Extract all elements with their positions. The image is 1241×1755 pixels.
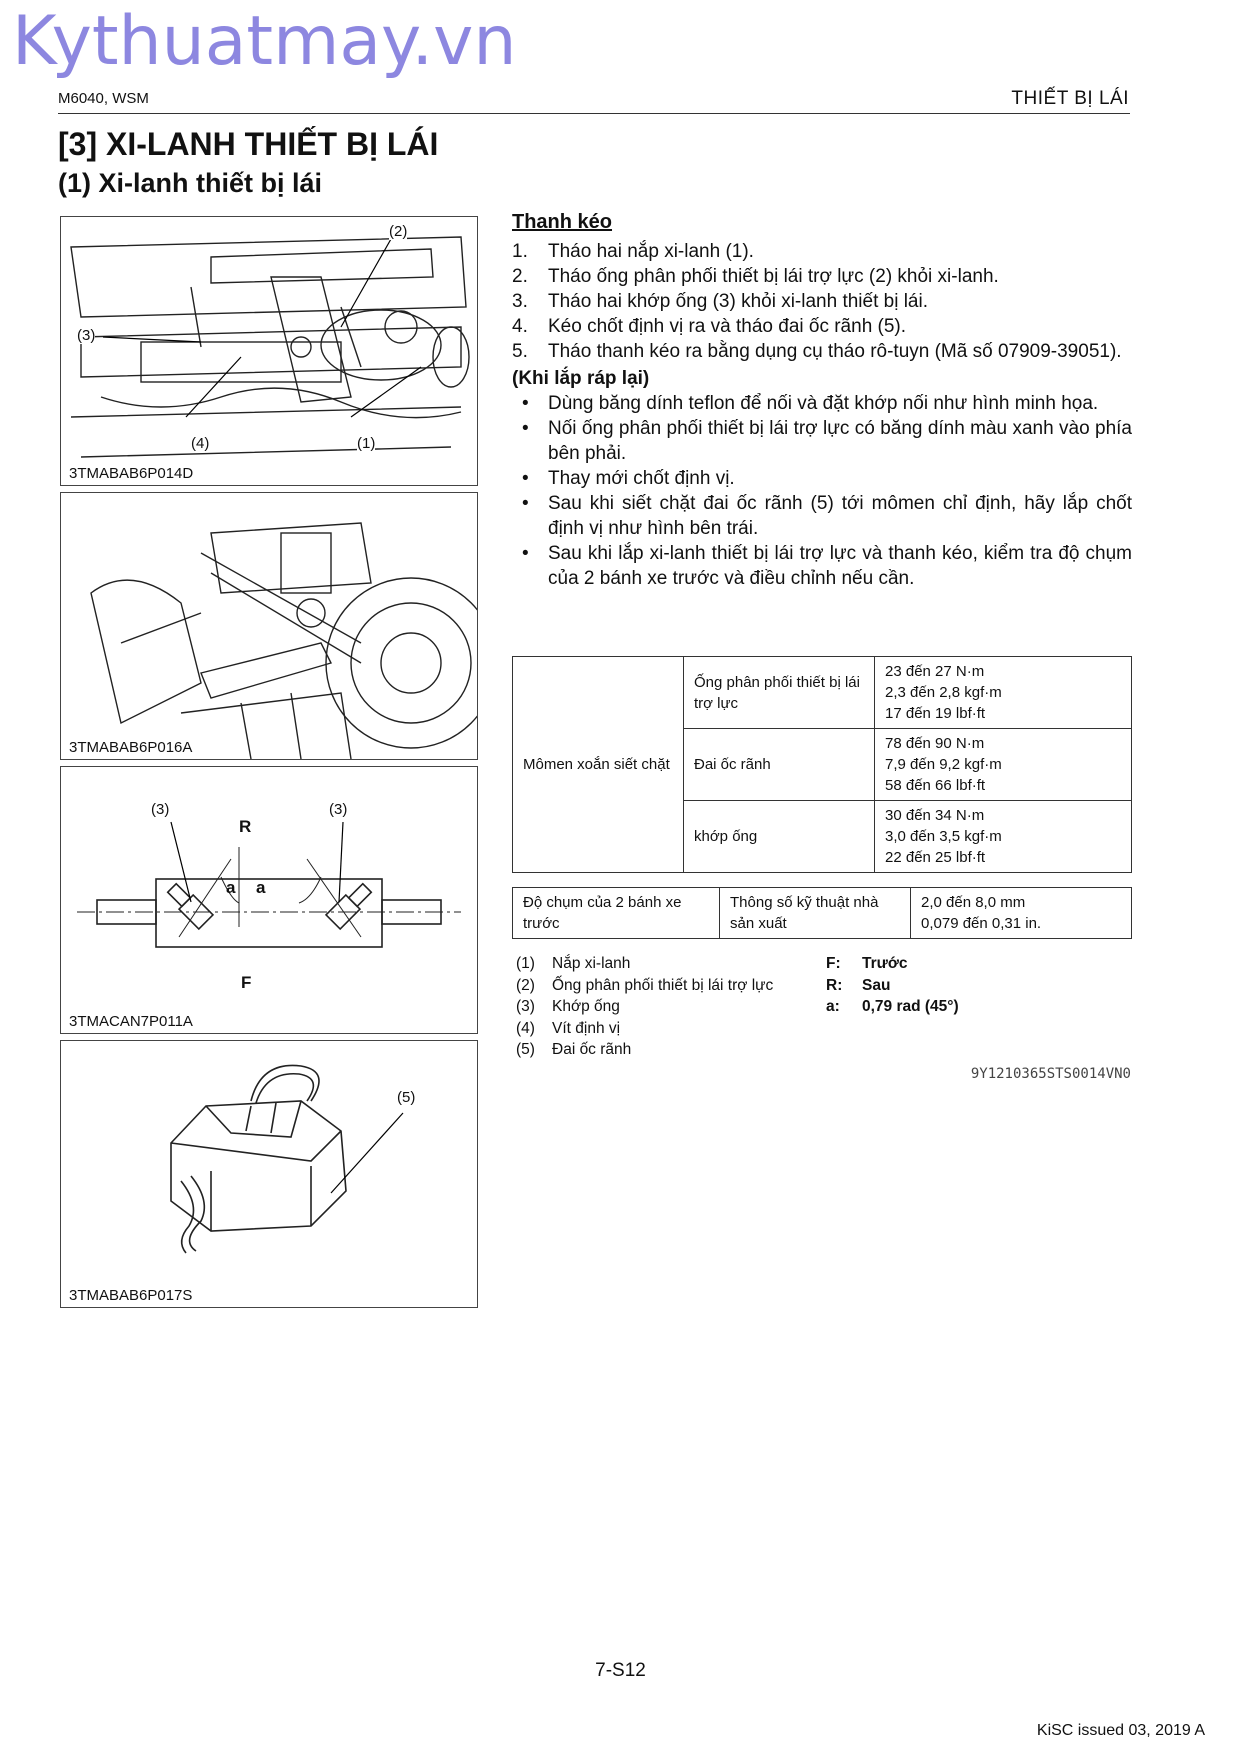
footer-issue: KiSC issued 03, 2019 A xyxy=(1036,1722,1205,1739)
step-text: Tháo ống phân phối thiết bị lái trợ lực (2) khỏi xi-lanh. xyxy=(548,266,999,287)
table-cell xyxy=(875,729,1132,801)
table-row xyxy=(513,888,1132,939)
legend-number: (4) xyxy=(516,1019,535,1037)
value-lbfft: 17 đến 19 lbf·ft xyxy=(885,705,986,722)
legend-number: (2) xyxy=(516,976,535,994)
figure-code: 3TMABAB6P016A xyxy=(69,739,193,756)
subsection-title: (1) Xi-lanh thiết bị lái xyxy=(58,168,323,198)
value-in: 0,079 đến 0,31 in. xyxy=(921,915,1042,932)
legend-text: Vít định vị xyxy=(552,1019,621,1037)
header-model: M6040, WSM xyxy=(58,90,149,107)
document-code: 9Y1210365STS0014VN0 xyxy=(970,1066,1131,1082)
value-kgfm: 2,3 đến 2,8 kgf·m xyxy=(885,684,1002,701)
figure-code: 3TMABAB6P017S xyxy=(69,1287,193,1304)
legend-key: a: xyxy=(826,998,840,1015)
note-text: Sau khi siết chặt đai ốc rãnh (5) tới mômen chỉ định, hãy lắp chốt định vị như hình bên trái. xyxy=(548,493,1132,539)
table-cell: khớp ống xyxy=(684,801,875,873)
removal-steps xyxy=(512,239,1132,364)
figure-cylinder-assembly xyxy=(60,216,478,486)
legend-number: (3) xyxy=(516,998,535,1015)
step-number: 3. xyxy=(512,291,528,312)
tie-rod-removal-illustration xyxy=(61,493,477,759)
list-item xyxy=(512,289,1132,314)
legend-text: Ống phân phối thiết bị lái trợ lực xyxy=(552,976,774,994)
label-angle-left: a xyxy=(226,878,236,897)
table-cell: Ống phân phối thiết bị lái trợ lực xyxy=(684,657,875,729)
page-number: 7-S12 xyxy=(595,1660,646,1681)
toe-in-table xyxy=(512,887,1132,939)
note-text: Thay mới chốt định vị. xyxy=(548,468,735,489)
slotted-nut-illustration xyxy=(61,1041,477,1307)
note-text: Dùng băng dính teflon để nối và đặt khớp nối như hình minh họa. xyxy=(548,393,1099,414)
list-item xyxy=(512,314,1132,339)
parts-legend xyxy=(516,953,773,1061)
list-item xyxy=(516,996,773,1018)
legend-value: 0,79 rad (45°) xyxy=(862,998,959,1015)
torque-label: Mômen xoắn siết chặt xyxy=(513,657,684,873)
list-item xyxy=(516,975,773,997)
step-number: 2. xyxy=(512,266,528,287)
note-text: Nối ống phân phối thiết bị lái trợ lực có băng dính màu xanh vào phía bên phải. xyxy=(548,418,1132,464)
list-item xyxy=(512,264,1132,289)
list-item xyxy=(512,339,1132,364)
hose-joint-angle-diagram xyxy=(61,767,477,1033)
table-cell xyxy=(875,801,1132,873)
section-title: [3] XI-LANH THIẾT BỊ LÁI xyxy=(58,126,439,162)
list-item xyxy=(516,953,773,975)
figure-tie-rod-removal xyxy=(60,492,478,760)
table-cell xyxy=(911,888,1132,939)
callout-1: (1) xyxy=(357,435,376,452)
list-item xyxy=(826,996,959,1018)
callout-4: (4) xyxy=(191,435,210,452)
value-nm: 78 đến 90 N·m xyxy=(885,735,985,752)
legend-value: Trước xyxy=(862,955,908,972)
legend-value: Sau xyxy=(862,976,891,994)
torque-table xyxy=(512,656,1132,873)
figure-slotted-nut xyxy=(60,1040,478,1308)
list-item xyxy=(512,239,1132,264)
value-kgfm: 7,9 đến 9,2 kgf·m xyxy=(885,756,1002,773)
callout-3: (3) xyxy=(77,327,96,344)
value-nm: 30 đến 34 N·m xyxy=(885,807,985,824)
legend-key: R: xyxy=(826,976,843,994)
legend-number: (1) xyxy=(516,955,535,972)
table-cell: Đai ốc rãnh xyxy=(684,729,875,801)
label-angle-right: a xyxy=(256,878,266,897)
legend-number: (5) xyxy=(516,1041,535,1058)
legend-key: F: xyxy=(826,955,841,972)
list-item xyxy=(826,953,959,975)
note-text: Sau khi lắp xi-lanh thiết bị lái trợ lực và thanh kéo, kiểm tra độ chụm của 2 bánh xe trước và điều chỉnh nếu cần. xyxy=(548,543,1132,589)
legend-text: Nắp xi-lanh xyxy=(552,955,631,972)
step-text: Tháo hai khớp ống (3) khỏi xi-lanh thiết bị lái. xyxy=(548,291,928,312)
reassembly-notes xyxy=(512,391,1132,591)
label-front: F xyxy=(241,973,252,992)
list-item: • Sau khi lắp xi-lanh thiết bị lái trợ lực và thanh kéo, kiểm tra độ chụm của 2 bánh xe trước và điều chỉnh nếu cần. xyxy=(522,543,1132,589)
callout-5: (5) xyxy=(397,1089,416,1106)
figure-code: 3TMACAN7P011A xyxy=(69,1013,193,1030)
table-cell: Độ chụm của 2 bánh xe trước xyxy=(513,888,720,939)
list-item xyxy=(516,1018,773,1040)
list-item: • Dùng băng dính teflon để nối và đặt khớp nối như hình minh họa. xyxy=(512,391,1132,416)
value-kgfm: 3,0 đến 3,5 kgf·m xyxy=(885,828,1002,845)
step-text: Tháo hai nắp xi-lanh (1). xyxy=(548,241,754,262)
legend-text: Đai ốc rãnh xyxy=(552,1041,632,1058)
table-row xyxy=(513,657,1132,729)
list-item xyxy=(826,975,959,997)
callout-3-right: (3) xyxy=(329,801,348,818)
header-divider xyxy=(58,113,1130,114)
table-cell xyxy=(875,657,1132,729)
value-lbfft: 22 đến 25 lbf·ft xyxy=(885,849,986,866)
step-text: Tháo thanh kéo ra bằng dụng cụ tháo rô-tuyn (Mã số 07909-39051). xyxy=(548,341,1122,362)
step-number: 4. xyxy=(512,316,528,337)
step-number: 1. xyxy=(512,241,528,262)
value-nm: 23 đến 27 N·m xyxy=(885,663,985,680)
step-text: Kéo chốt định vị ra và tháo đai ốc rãnh (5). xyxy=(548,316,907,337)
value-lbfft: 58 đến 66 lbf·ft xyxy=(885,777,986,794)
header-chapter: THIẾT BỊ LÁI xyxy=(1011,88,1129,109)
procedure-section xyxy=(512,210,1132,591)
list-item xyxy=(516,1039,773,1061)
figure-hose-joint-angle xyxy=(60,766,478,1034)
list-item: • Nối ống phân phối thiết bị lái trợ lực có băng dính màu xanh vào phía bên phải. xyxy=(522,418,1132,464)
legend-text: Khớp ống xyxy=(552,998,620,1015)
callout-2: (2) xyxy=(389,223,408,240)
label-rear: R xyxy=(239,817,252,836)
list-item: • Thay mới chốt định vị. xyxy=(512,466,1132,491)
figure-code: 3TMABAB6P014D xyxy=(69,465,194,482)
list-item: • Sau khi siết chặt đai ốc rãnh (5) tới mômen chỉ định, hãy lắp chốt định vị như hình bên trái. xyxy=(522,493,1132,539)
watermark: Kythuatmay.vn xyxy=(12,2,517,81)
procedure-title: Thanh kéo xyxy=(512,211,613,233)
direction-legend xyxy=(826,953,959,1018)
reassembly-title: (Khi lắp ráp lại) xyxy=(512,368,650,389)
cylinder-assembly-illustration xyxy=(61,217,477,485)
step-number: 5. xyxy=(512,341,528,362)
callout-3-left: (3) xyxy=(151,801,170,818)
table-cell: Thông số kỹ thuật nhà sản xuất xyxy=(720,888,911,939)
value-mm: 2,0 đến 8,0 mm xyxy=(921,894,1026,911)
